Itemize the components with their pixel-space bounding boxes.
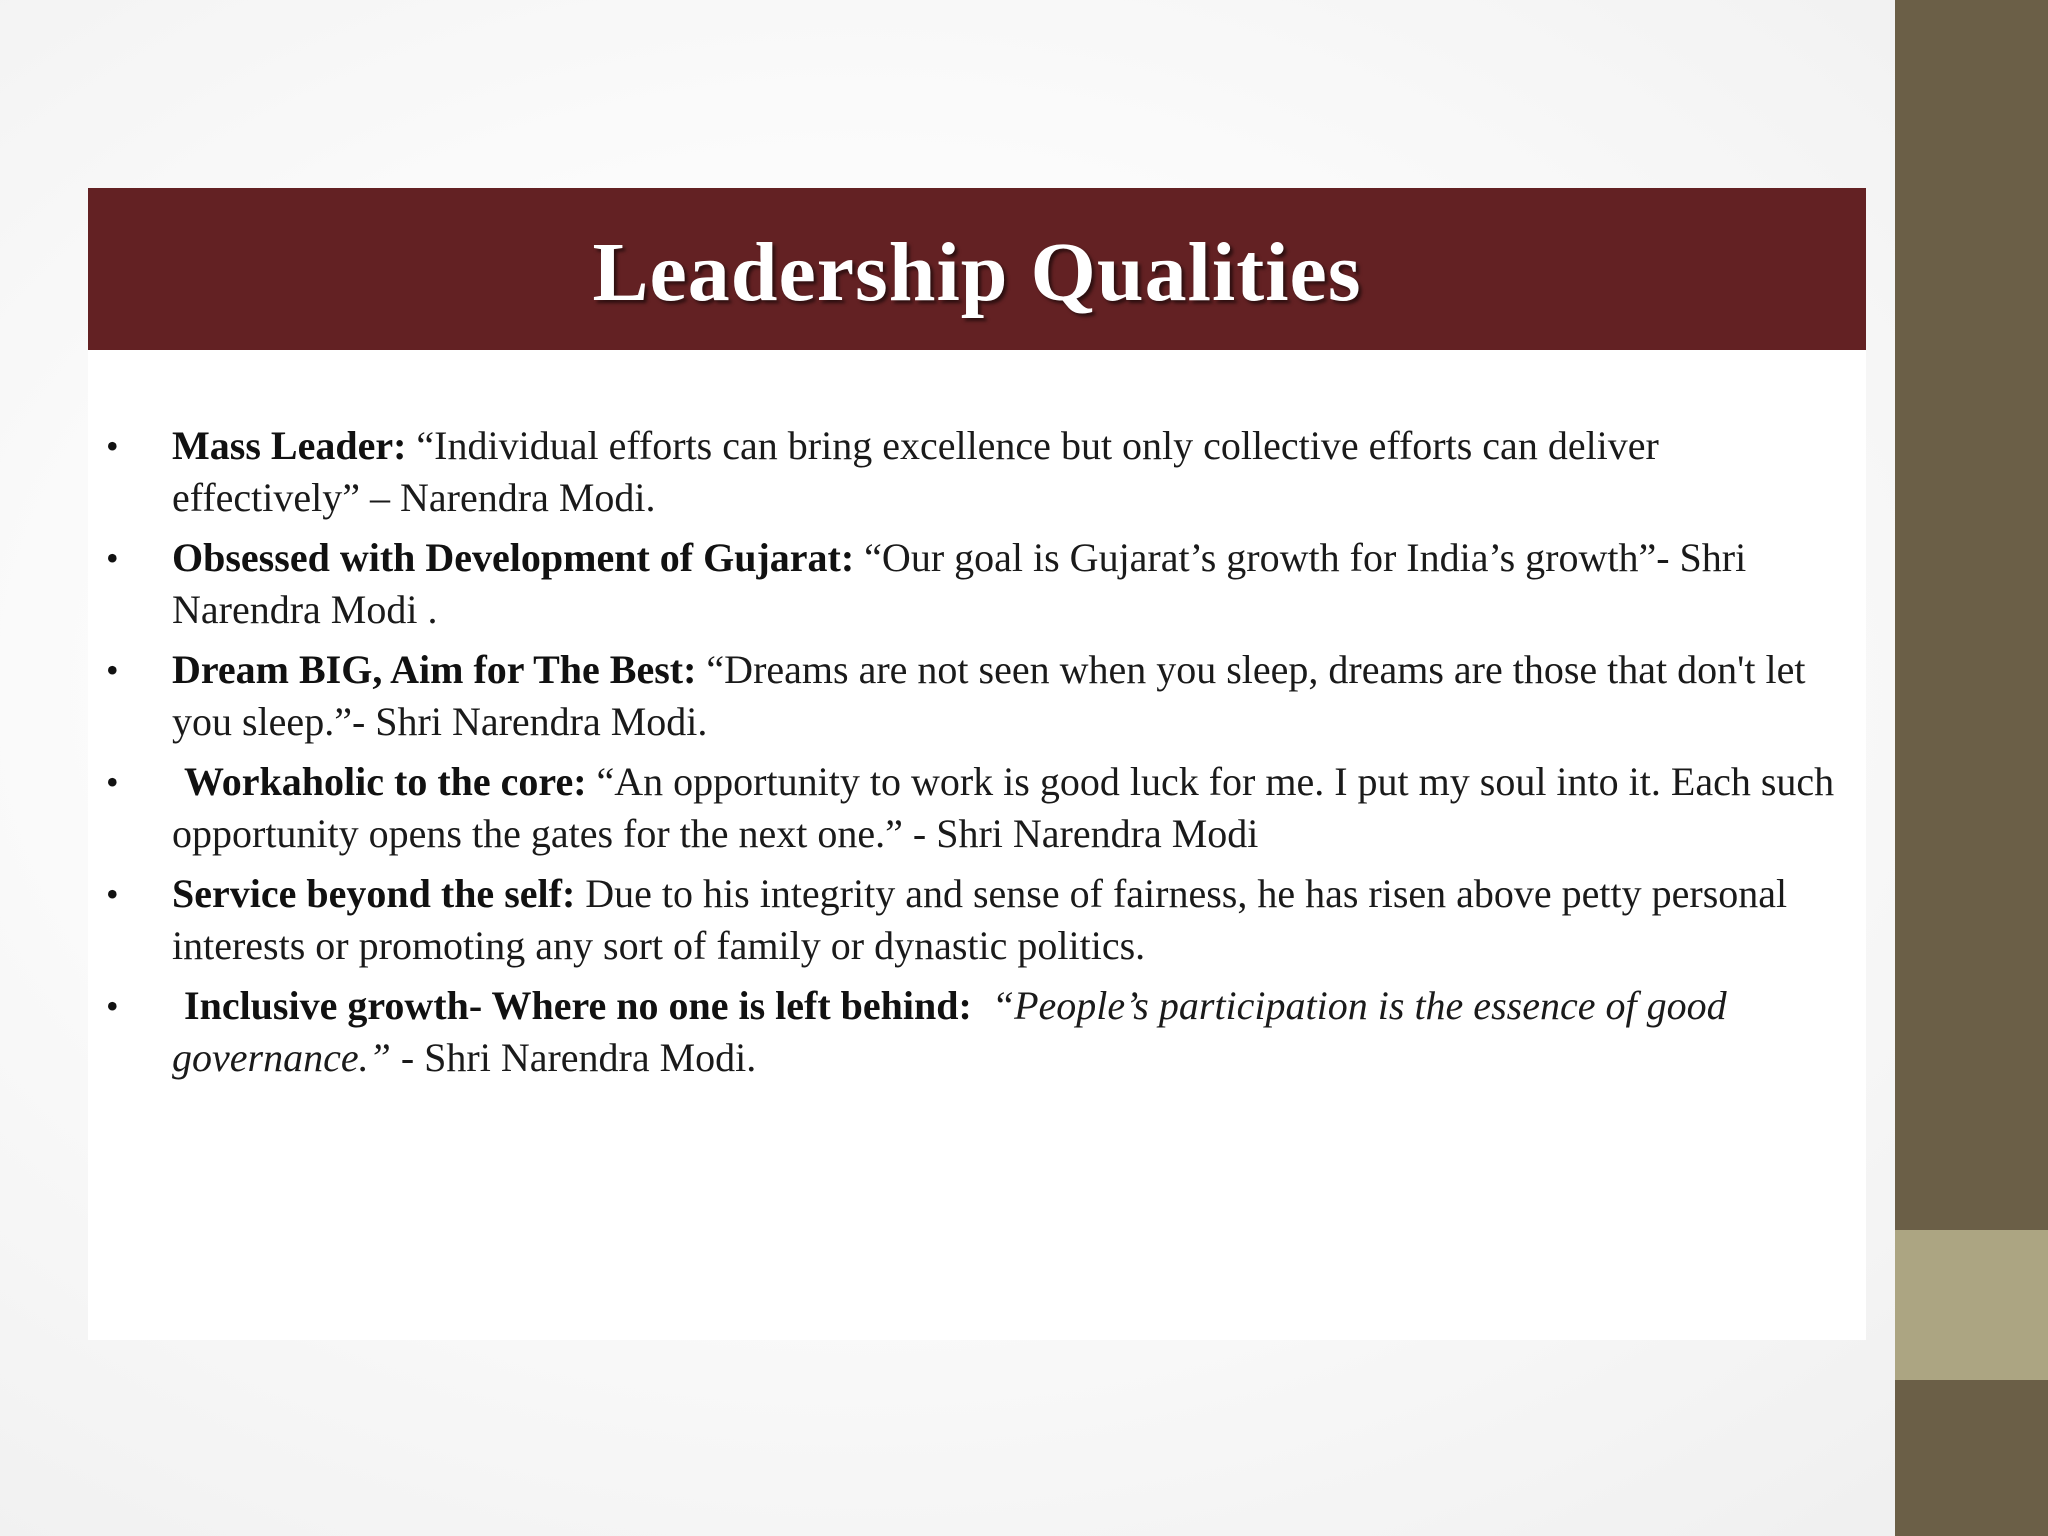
bullet-label: Dream BIG, Aim for The Best: — [172, 647, 697, 692]
bullet-icon: • — [106, 874, 119, 914]
bullet-text: Due to his integrity and sense of fairness, he has risen above petty personal interests or promoting any sort of family or dynastic politics. — [172, 871, 1788, 968]
slide-title: Leadership Qualities — [592, 225, 1362, 319]
bullet-text: “Individual efforts can bring excellence but only collective efforts can deliver effectively” – Narendra Modi. — [172, 423, 1659, 520]
bullet-icon: • — [106, 986, 119, 1026]
bullet-label: Mass Leader: — [172, 423, 407, 468]
bullet-list — [88, 420, 1866, 1092]
sidebar-decoration-bottom — [1895, 1380, 2048, 1536]
bullet-item-workaholic — [88, 756, 1866, 860]
bullet-label: Workaholic to the core: — [184, 759, 587, 804]
bullet-item-mass-leader — [88, 420, 1866, 524]
bullet-item-development-gujarat — [88, 532, 1866, 636]
bullet-italic-quote: “People’s participation is the essence of good governance.” — [172, 983, 1727, 1080]
bullet-icon: • — [106, 650, 119, 690]
slide-content-image — [88, 188, 1866, 1340]
bullet-label: Inclusive growth- Where no one is left behind: — [184, 983, 972, 1028]
bullet-text: “Our goal is Gujarat’s growth for India’s growth”- Shri Narendra Modi . — [172, 535, 1747, 632]
bullet-item-dream-big — [88, 644, 1866, 748]
title-banner — [88, 188, 1866, 350]
sidebar-decoration-accent — [1895, 1230, 2048, 1380]
bullet-text: - Shri Narendra Modi. — [390, 1035, 757, 1080]
bullet-item-service-beyond-self — [88, 868, 1866, 972]
bullet-text: “An opportunity to work is good luck for me. I put my soul into it. Each such opportunity opens the gates for the next one.” - Shri Narendra Modi — [172, 759, 1835, 856]
bullet-label: Obsessed with Development of Gujarat: — [172, 535, 855, 580]
bullet-item-inclusive-growth — [88, 980, 1866, 1084]
bullet-icon: • — [106, 426, 119, 466]
bullet-text: “Dreams are not seen when you sleep, dreams are those that don't let you sleep.”- Shri Narendra Modi. — [172, 647, 1806, 744]
bullet-icon: • — [106, 538, 119, 578]
bullet-icon: • — [106, 762, 119, 802]
sidebar-decoration-top — [1895, 0, 2048, 1230]
bullet-label: Service beyond the self: — [172, 871, 576, 916]
